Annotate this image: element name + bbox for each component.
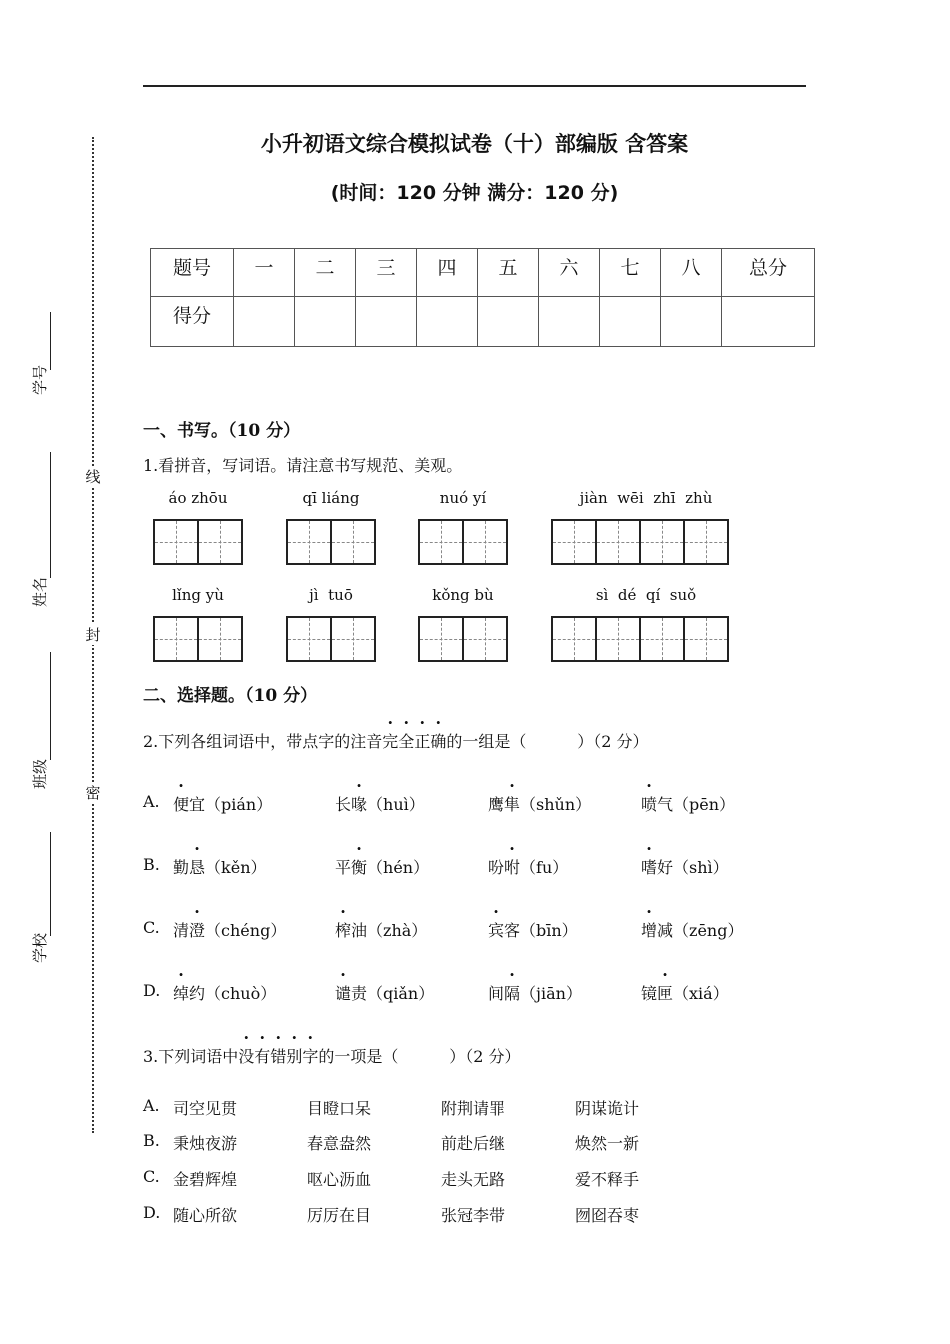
pinyin-label: sì dé qí suǒ: [595, 586, 697, 604]
section-2-heading: 二、选择题。（10 分）: [143, 686, 318, 706]
option-item: 囫囵吞枣: [575, 1206, 640, 1225]
binding-char-secret: 密: [85, 784, 101, 802]
score-header-cell: 总分: [722, 249, 815, 297]
option-item: 喷气（pēn）: [641, 795, 736, 814]
writing-cell[interactable]: [418, 519, 464, 565]
writing-cell[interactable]: [153, 519, 199, 565]
writing-cell[interactable]: [286, 616, 332, 662]
option-item: 间隔（jiān）: [488, 984, 582, 1003]
question-3-text: [143, 1044, 521, 1067]
score-header-cell: 一: [234, 249, 295, 297]
pinyin-label: jì tuō: [309, 586, 353, 604]
writing-cell[interactable]: [286, 519, 332, 565]
writing-cell[interactable]: [197, 616, 243, 662]
field-line-school[interactable]: [50, 832, 51, 936]
option-item: 绰约（chuò）: [173, 984, 277, 1003]
option-item: 榨油（zhà）: [335, 921, 428, 940]
option-item: 勤恳（kěn）: [173, 858, 267, 877]
writing-cell[interactable]: [330, 616, 376, 662]
writing-grid[interactable]: [418, 519, 506, 565]
option-item: 便宜（pián）: [173, 795, 273, 814]
question-2-text: [143, 729, 648, 752]
q2-text-post: 的一组是（ ）（2 分）: [446, 732, 649, 751]
writing-cell[interactable]: [551, 616, 597, 662]
option-item: 平衡（hén）: [335, 858, 430, 877]
option-item: 爱不释手: [575, 1170, 640, 1189]
option-item: 呕心沥血: [307, 1170, 372, 1189]
score-header-cell: 三: [356, 249, 417, 297]
pinyin-label: áo zhōu: [168, 489, 228, 507]
option-item: 秉烛夜游: [173, 1134, 238, 1153]
writing-cell[interactable]: [197, 519, 243, 565]
writing-cell[interactable]: [418, 616, 464, 662]
option-item: 清澄（chéng）: [173, 921, 287, 940]
option-item: 鹰隼（shǔn）: [488, 795, 592, 814]
score-header-cell: 二: [295, 249, 356, 297]
pinyin-label: nuó yí: [439, 489, 487, 507]
writing-grid[interactable]: [286, 616, 374, 662]
q2-text-pre: 2.下列各组词语中，带点字的注音: [143, 732, 383, 751]
page-title: 小升初语文综合模拟试卷（十）部编版 含答案: [260, 132, 689, 156]
pinyin-label: qī liáng: [302, 489, 360, 507]
option-label[interactable]: A.: [143, 1096, 160, 1115]
option-item: 春意盎然: [307, 1134, 372, 1153]
option-label[interactable]: D.: [143, 981, 161, 1000]
section-1-heading: 一、书写。（10 分）: [143, 421, 301, 441]
option-label[interactable]: C.: [143, 1167, 160, 1186]
score-table-header-row: [151, 249, 815, 297]
writing-cell[interactable]: [153, 616, 199, 662]
option-item: 嗜好（shì）: [641, 858, 729, 877]
writing-grid[interactable]: [551, 616, 727, 662]
score-input-cell[interactable]: [356, 297, 417, 347]
writing-cell[interactable]: [683, 616, 729, 662]
score-header-cell: 四: [417, 249, 478, 297]
option-item: 厉厉在目: [307, 1206, 372, 1225]
option-item: 谴责（qiǎn）: [335, 984, 435, 1003]
binding-char-seal: 封: [85, 626, 101, 644]
pinyin-label: kǒng bù: [432, 586, 494, 604]
dotted-char: 全: [398, 732, 415, 751]
option-item: 金碧辉煌: [173, 1170, 238, 1189]
dotted-char: 没: [238, 1047, 255, 1066]
dotted-char: 完: [382, 732, 399, 751]
option-item: 走头无路: [441, 1170, 506, 1189]
score-input-cell[interactable]: [478, 297, 539, 347]
score-input-cell[interactable]: [600, 297, 661, 347]
field-label-student-id: 学号: [31, 364, 49, 395]
dotted-char: 字: [302, 1047, 319, 1066]
score-input-cell[interactable]: [722, 297, 815, 347]
score-header-cell: 七: [600, 249, 661, 297]
top-rule: [143, 85, 806, 87]
score-input-cell[interactable]: [234, 297, 295, 347]
question-1-text: 1.看拼音，写词语。请注意书写规范、美观。: [143, 456, 463, 475]
option-item: 司空见贯: [173, 1099, 238, 1118]
writing-cell[interactable]: [595, 519, 641, 565]
option-item: 焕然一新: [575, 1134, 640, 1153]
writing-grid[interactable]: [418, 616, 506, 662]
option-item: 宾客（bīn）: [488, 921, 578, 940]
page-subtitle: (时间：120 分钟 满分：120 分): [330, 182, 619, 204]
field-line-student-id[interactable]: [50, 312, 51, 370]
option-item: 阴谋诡计: [575, 1099, 640, 1118]
option-item: 镜匣（xiá）: [641, 984, 729, 1003]
score-header-cell: 五: [478, 249, 539, 297]
dotted-char: 别: [286, 1047, 303, 1066]
score-input-cell[interactable]: [417, 297, 478, 347]
writing-grid[interactable]: [286, 519, 374, 565]
option-label[interactable]: A.: [143, 792, 160, 811]
writing-cell[interactable]: [330, 519, 376, 565]
score-table: [150, 248, 815, 347]
dotted-char: 错: [270, 1047, 287, 1066]
option-item: 长喙（huì）: [335, 795, 425, 814]
field-label-name: 姓名: [31, 576, 49, 607]
writing-cell[interactable]: [683, 519, 729, 565]
field-label-class: 班级: [31, 758, 49, 789]
writing-grid[interactable]: [551, 519, 727, 565]
score-header-cell: 八: [661, 249, 722, 297]
dotted-char: 有: [254, 1047, 271, 1066]
dotted-char: 确: [430, 732, 447, 751]
writing-cell[interactable]: [462, 616, 508, 662]
option-item: 随心所欲: [173, 1206, 238, 1225]
writing-cell[interactable]: [639, 616, 685, 662]
score-input-cell[interactable]: [295, 297, 356, 347]
field-line-class[interactable]: [50, 652, 51, 760]
score-table-score-row: [151, 297, 815, 347]
score-row-label: 得分: [151, 297, 234, 347]
option-label[interactable]: D.: [143, 1203, 161, 1222]
option-item: 附荆请罪: [441, 1099, 506, 1118]
option-label[interactable]: B.: [143, 855, 160, 874]
option-item: 增减（zēng）: [641, 921, 744, 940]
writing-cell[interactable]: [639, 519, 685, 565]
field-line-name[interactable]: [50, 452, 51, 578]
pinyin-label: lǐng yù: [172, 586, 224, 604]
writing-grid[interactable]: [153, 519, 241, 565]
q3-text-post: 的一项是（ ）（2 分）: [318, 1047, 521, 1066]
binding-char-line: 线: [85, 468, 101, 486]
option-item: 张冠李带: [441, 1206, 506, 1225]
pinyin-label: jiàn wēi zhī zhù: [579, 489, 713, 507]
writing-cell[interactable]: [462, 519, 508, 565]
q3-text-pre: 3.下列词语中: [143, 1047, 239, 1066]
score-header-cell: 六: [539, 249, 600, 297]
writing-cell[interactable]: [551, 519, 597, 565]
field-label-school: 学校: [31, 932, 49, 963]
score-input-cell[interactable]: [539, 297, 600, 347]
option-label[interactable]: B.: [143, 1131, 160, 1150]
writing-grid[interactable]: [153, 616, 241, 662]
option-label[interactable]: C.: [143, 918, 160, 937]
option-item: 吩咐（fu）: [488, 858, 569, 877]
option-item: 目瞪口呆: [307, 1099, 372, 1118]
option-item: 前赴后继: [441, 1134, 506, 1153]
score-header-cell: 题号: [151, 249, 234, 297]
dotted-char: 正: [414, 732, 431, 751]
writing-cell[interactable]: [595, 616, 641, 662]
score-input-cell[interactable]: [661, 297, 722, 347]
